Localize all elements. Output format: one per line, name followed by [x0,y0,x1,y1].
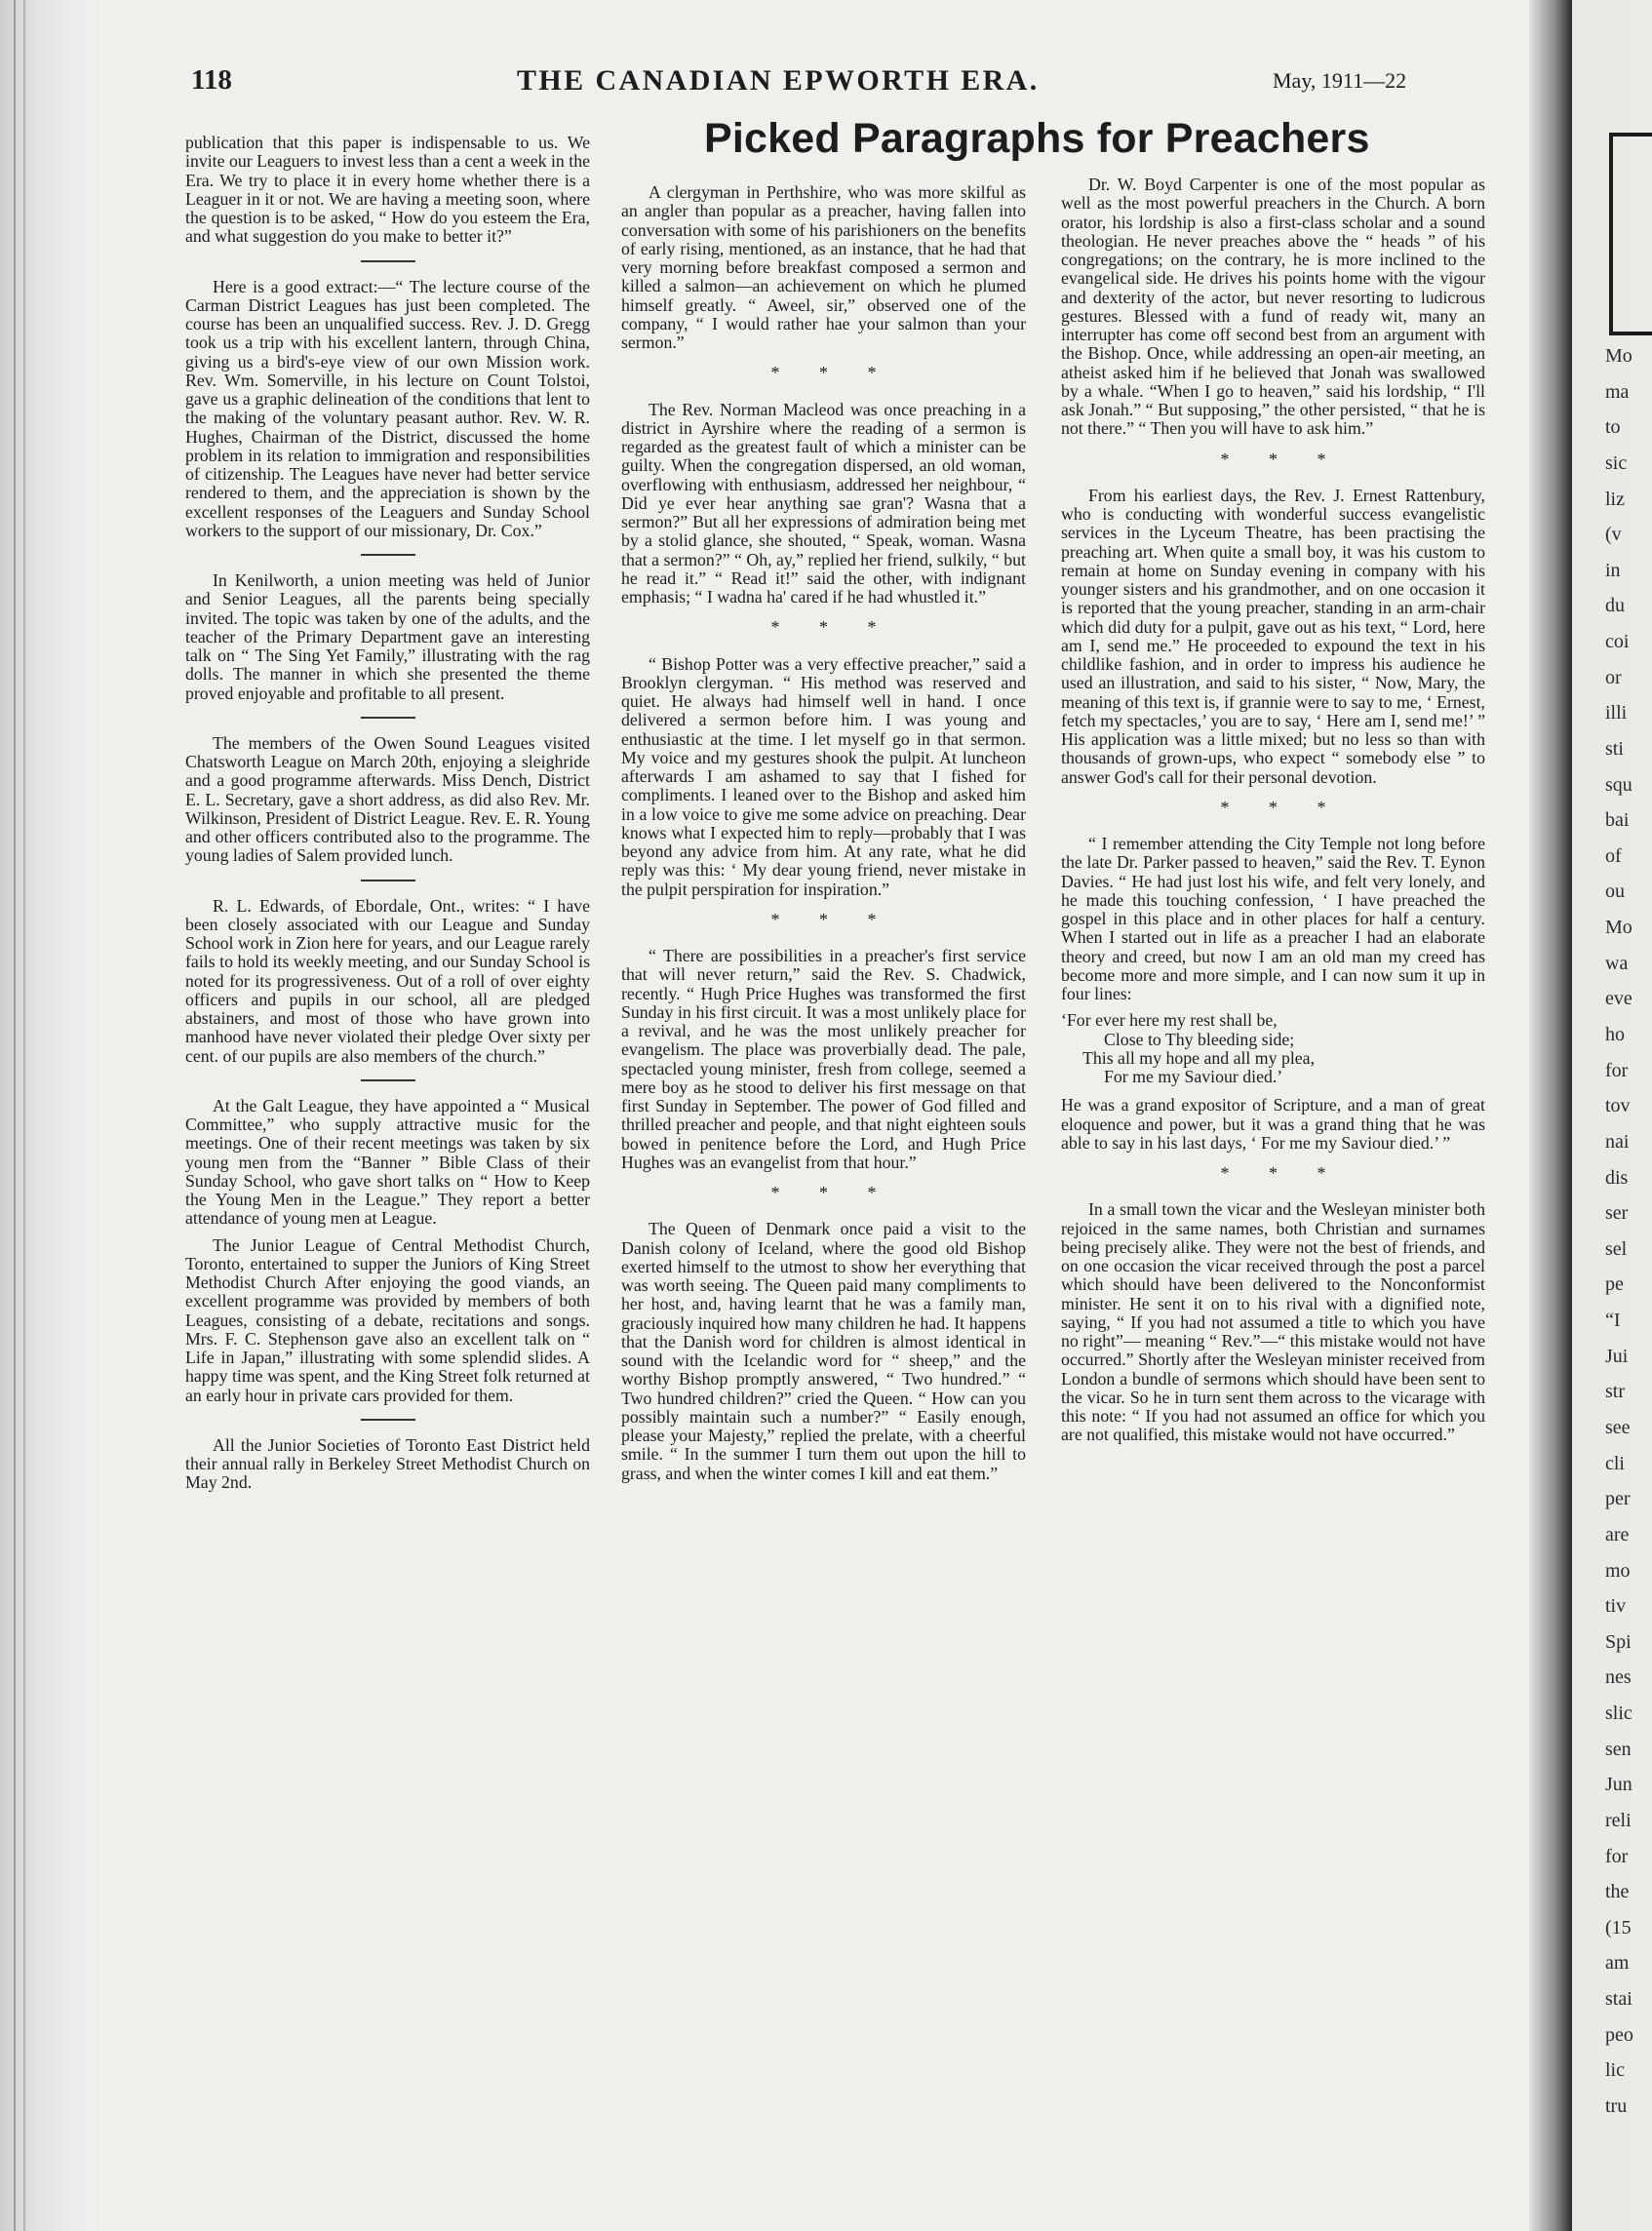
paragraph: The Queen of Denmark once paid a visit to the Danish colony of Iceland, where the good old Bishop exerted himself to the utmost to show her everything that was worth seeing. The Queen paid many compliments to her host, and, having learnt that he was a family man, graciously inquired how many children he had. It happens that the Danish word for children is almost identical in sound with the Icelandic word for “ sheep,” and the worthy Bishop promptly answered, “ Two hundred.” “ Two hundred children?” cried the Queen. “ How can you possibly maintain such a number?” “ Easily enough, please your Majesty,” replied the prelate, with a cheerful smile. “ In the summer I turn them out upon the hill to grass, and when the winter comes I kill and eat them.” [621,1219,1026,1483]
book-gutter [1529,0,1572,2231]
adjacent-page-text-fragment: to [1605,416,1621,439]
section-rule [361,880,415,881]
adjacent-page-text-fragment: pe [1605,1273,1624,1296]
adjacent-page-text-fragment: lic [1605,2059,1625,2082]
separator-stars: * * * [770,1183,894,1202]
adjacent-page-text-fragment: cli [1605,1452,1625,1474]
paragraph: “ There are possibilities in a preacher's first service that will never return,” said the Rev. S. Chadwick, recently. “ Hugh Price Hughes was transformed the first Sunday in his first circuit. It was a most unlikely place for a revival, and he was the most unlikely preacher for evangelism. The place was proverbially dead. The pale, spectacled young minister, fresh from college, seemed a mere boy as he stood to deliver his first message on that first Sunday in September. The power of God filled and thrilled preacher and people, and that night eighteen souls bowed in penitence before the Lord, and Hugh Price Hughes was an evangelist from that hour.” [621,946,1026,1172]
adjacent-page-text-fragment: of [1605,844,1622,867]
paragraph: “ I remember attending the City Temple not long before the late Dr. Parker passed to heaven,” said the Rev. T. Eynon Davies. “ He had just lost his wife, and felt very lonely, and he made this touching confession, ‘ I have preached the gospel in this place and in other places for half a century. When I started out in life as a preacher I had an elaborate theory and creed, but now I am an old man my creed has become more and more simple, and I can now sum it up in four lines: [1061,834,1485,1003]
adjacent-page-text-fragment: (v [1605,524,1622,546]
adjacent-page-text-fragment: wa [1605,952,1629,974]
section-rule [361,260,415,262]
adjacent-page-text-fragment: for [1605,1845,1629,1867]
adjacent-page-text-fragment: in [1605,559,1621,581]
paragraph: At the Galt League, they have appointed a “ Musical Committee,” who supply attractive music for the meetings. One of their recent meetings was taken by six young men from the “Banner ” Bible Class of their Sunday School, who gave short talks on “ How to Keep the Young Men in the League.” They report a better attendance of young men at League. [185,1095,590,1229]
paragraph: R. L. Edwards, of Ebordale, Ont., writes: “ I have been closely associated with our League and Sunday School work in Zion here for years, and our League rarely fails to hold its weekly meeting, and our Sunday School is noted for its progressiveness. Out of a roll of over eighty officers and pupils in our school, all are pledged abstainers, and most of those who have grown into manhood have never violated their pledge Over sixty per cent. of our pupils are also members of the church.” [185,895,590,1066]
adjacent-page-text-fragment: tov [1605,1095,1631,1117]
verse-line: For me my Saviour died.’ [1104,1067,1283,1086]
section-rule [361,554,415,556]
paragraph: publication that this paper is indispensable to us. We invite our Leaguers to invest less than a cent a week in the Era. We try to place it in every home whether there is a Leaguer in it or not. We are having a meeting soon, where the question is to be asked, “ How do you esteem the Era, and what suggestion do you make to better it?” [185,133,590,247]
adjacent-page-text-fragment: (15 [1605,1916,1632,1938]
separator-stars: * * * [770,909,894,929]
adjacent-page-text-fragment: sel [1605,1237,1628,1260]
adjacent-page-text-fragment: ma [1605,380,1630,403]
separator-stars: * * * [1220,1163,1344,1183]
running-title: THE CANADIAN EPWORTH ERA. [517,64,1040,97]
adjacent-page-text-fragment: or [1605,666,1622,688]
adjacent-page-text-fragment: tiv [1605,1595,1627,1618]
separator-stars: * * * [1220,797,1344,817]
verse-line: Close to Thy bleeding side; [1104,1029,1295,1049]
adjacent-page-text-fragment: Jun [1605,1774,1632,1796]
adjacent-page-text-fragment: ser [1605,1202,1629,1225]
adjacent-page-text-fragment: illi [1605,702,1628,724]
adjacent-page-text-fragment: see [1605,1416,1631,1438]
adjacent-page-text-fragment: stai [1605,1988,1632,2011]
page-number: 118 [191,64,232,96]
adjacent-page-text-fragment: sti [1605,737,1624,760]
adjacent-page-text-fragment: are [1605,1523,1630,1546]
adjacent-page-text-fragment: nai [1605,1130,1630,1153]
adjacent-page-text-fragment: tru [1605,2095,1628,2117]
adjacent-page-text-fragment: ou [1605,881,1625,903]
adjacent-page-text-fragment: Mo [1605,917,1632,939]
adjacent-page-text-fragment: slic [1605,1703,1632,1725]
paragraph: In Kenilworth, a union meeting was held of Junior and Senior Leagues, all the parents being specially invited. The topic was taken by one of the adults, and the teacher of the Primary Department gave an interesting talk on “ The Sing Yet Family,” illustrating with the rag dolls. The manner in which she presented the theme proved enjoyable and profitable to all present. [185,570,590,703]
adjacent-page-text-fragment: am [1605,1952,1630,1975]
hymn-verse [1061,1011,1485,1086]
paragraph: The Rev. Norman Macleod was once preaching in a district in Ayrshire where the reading of a sermon is regarded as the greatest fault of which a minister can be guilty. When the congregation dispersed, an old woman, overflowing with enthusiasm, addressed her neighbour, “ Did ye ever hear anything sae gran'? Wasna that a sermon?” But all her expressions of admiration being met by a stolid glance, she shouted, “ Speak, woman. Wasna that a sermon?” “ Oh, ay,” replied her friend, sulkily, “ but he read it.” “ Read it!” said the other, with indignant emphasis; “ I wadna ha' cared if he had whustled it.” [621,399,1026,607]
adjacent-page-text-fragment: Jui [1605,1345,1629,1367]
adjacent-page-text-fragment: eve [1605,988,1632,1010]
issue-date: May, 1911—22 [1273,68,1407,93]
adjacent-page-text-fragment: “I [1605,1310,1621,1332]
right-column [1061,176,1485,1453]
adjacent-page-text-fragment: the [1605,1881,1630,1903]
separator-stars: * * * [770,363,894,383]
adjacent-page-text-fragment: coi [1605,631,1630,653]
paragraph: All the Junior Societies of Toronto East District held their annual rally in Berkeley Street Methodist Church on May 2nd. [185,1434,590,1493]
verse-line: ‘For ever here my rest shall be, [1061,1010,1278,1031]
adjacent-page-text-fragment: bai [1605,809,1630,832]
adjacent-page-text-fragment: sic [1605,451,1628,474]
adjacent-page-text-fragment: sen [1605,1738,1632,1760]
verse-line: This all my hope and all my plea, [1082,1047,1316,1068]
adjacent-page-text-fragment: squ [1605,773,1632,796]
section-rule [361,1079,415,1081]
adjacent-page-text-fragment: str [1605,1381,1625,1403]
binding-edge [0,0,96,2231]
adjacent-page-text-fragment: nes [1605,1666,1632,1689]
adjacent-page-text-fragment: for [1605,1059,1629,1081]
adjacent-page-edge [1572,0,1631,2231]
paragraph: A clergyman in Perthshire, who was more skilful as an angler than popular as a preacher, having fallen into conversation with some of his parishioners on the benefits of early rising, mentioned, as an instance, that he had that very morning before breakfast composed a sermon and killed a salmon—an achievement on which he plumed himself greatly. “ Aweel, sir,” observed one of the company, “ I would rather hae your salmon than your sermon.” [621,182,1026,352]
paragraph: Dr. W. Boyd Carpenter is one of the most popular as well as the most powerful preachers in the Church. A born orator, his lordship is also a first-class scholar and a sound theologian. He never preaches above the “ heads ” of his congregations; on the contrary, he is more inclined to the evangelical side. He drives his points home with the vigour and dexterity of the actor, but never resorting to ludicrous gestures. Blessed with a fund of ready wit, many an interrupter has come off second best from an argument with the Bishop. Once, while addressing an open-air meeting, an atheist asked him if he believed that Jonah was swallowed by a whale. “When I go to heaven,” said his lordship, “ I'll ask Jonah.” “ But supposing,” the other persisted, “ that he is not there.” “ Then you will have to ask him.” [1061,175,1485,439]
adjacent-page-text-fragment: reli [1605,1809,1632,1831]
left-column [185,134,590,1501]
adjacent-page-text-fragment: du [1605,595,1625,617]
adjacent-page-text-fragment: dis [1605,1166,1629,1189]
section-rule [361,717,415,719]
paragraph: The members of the Owen Sound Leagues visited Chatsworth League on March 20th, enjoying a sleighride and a good programme afterwards. Miss Dench, District E. L. Secretary, gave a short address, as did also Rev. Mr. Wilkinson, President of District League. Rev. E. R. Young and other officers contributed also to the programme. The young ladies of Salem provided lunch. [185,732,590,866]
section-title: Picked Paragraphs for Preachers [704,115,1370,162]
adjacent-page-text-fragment: mo [1605,1559,1631,1582]
adjacent-page-text-fragment: peo [1605,2023,1633,2046]
adjacent-page-text-fragment: Spi [1605,1630,1632,1653]
adjacent-page-text-fragment: Mo [1605,345,1632,367]
paragraph: In a small town the vicar and the Wesleyan minister both rejoiced in the same names, both Christian and surnames being precisely alike. They were not the best of friends, and on one occasion the vicar received through the post a parcel which should have been delivered to the Nonconformist minister. He sent it on to his rival with a dignified note, saying, “ If you had not assumed a title to which you have no right”— meaning “ Rev.”—“ this mistake would not have occurred.” Shortly after the Wesleyan minister received from London a bundle of sermons which should have been sent to the vicar. So he in turn sent them across to the vicarage with this note: “ If you had not assumed an office for which you are not qualified, this mistake would not have occurred.” [1061,1199,1485,1445]
paragraph: He was a grand expositor of Scripture, and a man of great eloquence and power, but it was a grand thing that he was able to say in his last days, ‘ For me my Saviour died.’ ” [1061,1095,1485,1153]
paragraph: Here is a good extract:—“ The lecture course of the Carman District Leagues has just been completed. The course has been an unqualified success. Rev. J. D. Gregg took us a trip with his excellent lantern, through China, giving us a bird's-eye view of our own Mission work. Rev. Wm. Somerville, in his lecture on Count Tolstoi, gave us a graphic delineation of the conditions that lent to the making of the voluntary peasant author. Rev. W. R. Hughes, Chairman of the District, discussed the home problem in its relation to immigration and responsibilities of citizenship. The Leagues have never had better service rendered to them, and the appreciation is shown by the excellent responses of the Leaguers and Sunday School workers to the support of our missionary, Dr. Cox.” [185,276,590,540]
adjacent-page-text-fragment: ho [1605,1024,1625,1046]
paragraph: The Junior League of Central Methodist Church, Toronto, entertained to supper the Juniors of King Street Methodist Church After enjoying the good viands, an excellent programme was provided by members of both Leagues, consisting of a debate, recitations and songs. Mrs. F. C. Stephenson gave also an excellent talk on “ Life in Japan,” illustrating with some splendid slides. A happy time was spent, and the King Street folk returned at an early hour in private cars provided for them. [185,1234,590,1405]
adjacent-page-box-frame [1609,133,1652,335]
paragraph: “ Bishop Potter was a very effective preacher,” said a Brooklyn clergyman. “ His method was reserved and quiet. He always had himself well in hand. I once delivered a sermon before him. I was young and enthusiastic at the time. I let myself go in that sermon. My voice and my gestures shook the pulpit. At luncheon afterwards I am ashamed to say that I fished for compliments. I leaned over to the Bishop and asked him in a low voice to give me some advice on preaching. Dear knows what I expected him to reply—probably that I was beyond any advice from him. At any rate, what he did reply was this: ‘ My dear young friend, never mistake in the pulpit perspiration for inspiration.” [621,653,1026,899]
adjacent-page-text-fragment: liz [1605,488,1625,510]
separator-stars: * * * [770,617,894,638]
middle-column [621,183,1026,1491]
section-rule [361,1419,415,1421]
adjacent-page-text-fragment: per [1605,1488,1631,1510]
separator-stars: * * * [1220,449,1344,469]
paragraph: From his earliest days, the Rev. J. Ernest Rattenbury, who is conducting with wonderful success evangelistic services in the Lyceum Theatre, has been practising the preaching art. When quite a small boy, it was his custom to remain at home on Sunday evening in company with his younger sisters and his grandmother, and on one occasion it is reported that the young preacher, standing in an arm-chair which did duty for a pulpit, gave out as his text, “ Lord, here am I, send me.” He proceeded to expound the text in his childlike fashion, and in order to impress his audience he used an illustration, and said to his sister, “ Now, Mary, the meaning of this text is, if grannie were to say to me, ‘ Ernest, fetch my spectacles,’ you are to say, ‘ Here am I, send me!’ ” His application was a little mixed; but no less so than with thousands of grown-ups, who expect “ somebody else ” to answer God's call for their personal devotion. [1061,485,1485,787]
